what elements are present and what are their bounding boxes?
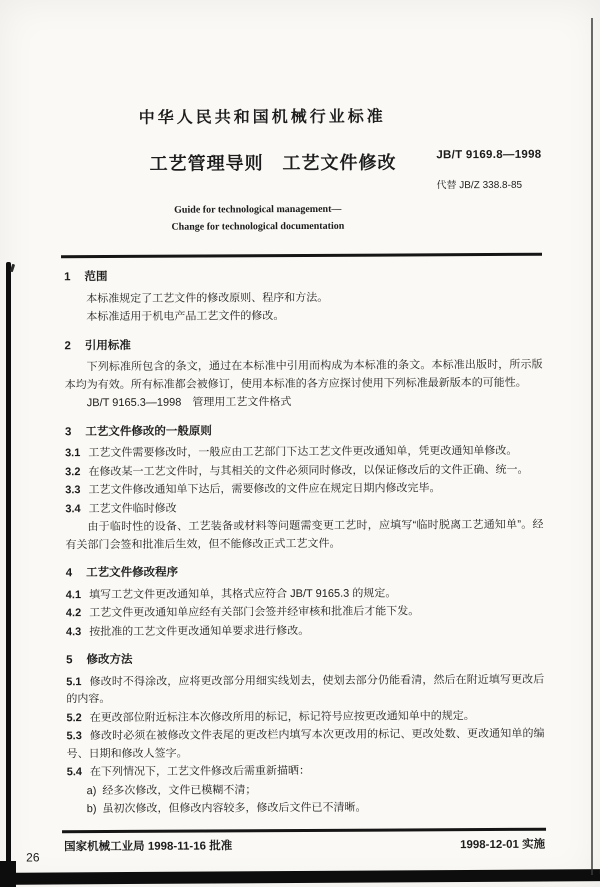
clause-number: 5.3 — [66, 730, 82, 743]
document-title: 工艺管理导则 工艺文件修改 — [149, 152, 397, 174]
clause-text: 由于临时性的设备、工艺装备或材料等问题需变更工艺时，应填写“临时脱离工艺通知单”。经有关部门会签和批准后生效，但不能修改正式工艺文件。 — [65, 518, 544, 551]
footer-row — [64, 836, 545, 855]
clause-text: 填写工艺文件更改通知单，其格式应符合 JB/T 9165.3 的规定。 — [89, 586, 397, 601]
clause-text: 虽初次修改，但修改内容较多，修改后文件已不清晰。 — [102, 801, 367, 816]
section-number: 2 — [64, 339, 71, 352]
section — [64, 267, 542, 327]
section-heading — [66, 650, 544, 670]
scan-edge-left — [6, 262, 11, 884]
list-item — [87, 780, 545, 800]
replaces-note: 代替 JB/Z 338.8-85 — [436, 179, 523, 192]
clause — [66, 603, 544, 623]
standard-org-line: 中华人民共和国机械行业标准 — [138, 108, 386, 127]
clause-text: 在更改部位附近标注本次修改所用的标记，标记符号应按更改通知单中的规定。 — [89, 709, 475, 724]
footer-rule — [62, 828, 546, 834]
section — [64, 335, 542, 413]
clause-number: 5.4 — [66, 766, 83, 779]
section-number: 4 — [65, 567, 73, 580]
implementation-note: 1998-12-01 实施 — [460, 838, 546, 852]
clause — [65, 480, 543, 500]
clause-number: 3.1 — [65, 447, 81, 460]
section-number: 3 — [64, 425, 72, 438]
clause-text: 工艺文件修改通知单下达后，需要修改的文件应在规定日期内修改完毕。 — [88, 482, 441, 497]
clause — [65, 443, 543, 463]
clause-text: 本标准适用于机电产品工艺文件的修改。 — [86, 310, 285, 324]
page-number: 26 — [26, 850, 40, 865]
section-title: 范围 — [84, 271, 108, 284]
list-item — [87, 799, 545, 819]
section-heading — [64, 335, 542, 355]
clause-number: a) — [86, 784, 97, 797]
section-title: 工艺文件修改程序 — [86, 566, 179, 580]
clause — [66, 671, 544, 709]
scan-edge-right — [591, 18, 593, 875]
clause-text: 本标准规定了工艺文件的修改原则、程序和方法。 — [86, 291, 329, 305]
paragraph — [65, 357, 543, 395]
clause — [65, 461, 543, 481]
clause-text: 工艺文件临时修改 — [88, 502, 177, 515]
clause-text: 下列标准所包含的条文，通过在本标准中引用而构成为本标准的条文。本标准出版时，所示版本均为有效。所有标准都会被修订，使用本标准的各方应探讨使用下列标准最新版本的可能性。 — [64, 358, 543, 391]
section-title: 工艺文件修改的一般原则 — [85, 424, 212, 438]
clause-text: 修改时必须在被修改文件表尾的更改栏内填写本次更改用的标记、更改处数、更改通知单的编号、日期和修改人签字。 — [66, 727, 545, 760]
clause — [66, 621, 544, 641]
clause — [67, 762, 545, 782]
document-header — [0, 0, 599, 237]
clause-number: 4.1 — [65, 588, 82, 601]
section-number: 1 — [64, 271, 71, 284]
clause — [66, 726, 544, 764]
clause-number: 3.4 — [65, 502, 81, 515]
clause — [66, 584, 544, 604]
clause-text: 修改时不得涂改，应将更改部分用细实线划去，使划去部分仍能看清，然后在附近填写更改后的内容。 — [66, 673, 545, 706]
clause-text: JB/T 9165.3—1998 管理用工艺文件格式 — [86, 396, 292, 410]
title-row — [63, 148, 541, 194]
approval-note: 国家机械工业局 1998-11-16 批准 — [64, 840, 233, 854]
english-title-line2: Change for technological documentation — [171, 220, 345, 233]
clause — [66, 707, 544, 727]
paragraph — [65, 517, 543, 555]
section-title: 修改方法 — [86, 653, 133, 667]
clause-number: b) — [86, 803, 97, 816]
clause-text: 经多次修改，文件已模糊不清； — [102, 783, 257, 797]
english-title-line1: Guide for technological management— — [174, 203, 342, 216]
clause-number: 3.2 — [65, 465, 81, 478]
paragraph — [65, 393, 543, 413]
section-heading — [64, 267, 542, 287]
document-body — [64, 267, 545, 819]
clause-number: 4.2 — [65, 607, 82, 620]
section-heading — [65, 421, 543, 441]
paragraph — [64, 288, 542, 308]
clause-text: 在下列情况下，工艺文件修改后需重新描晒： — [89, 764, 311, 779]
section-number: 5 — [66, 654, 73, 667]
clause — [65, 498, 543, 518]
section — [65, 421, 544, 554]
standard-number: JB/T 9169.8—1998 — [436, 148, 542, 162]
standard-number-block — [436, 148, 541, 192]
clause-text: 工艺文件需要修改时，一般应由工艺部门下达工艺文件更改通知单，凭更改通知单修改。 — [88, 444, 518, 460]
section-heading — [66, 563, 544, 583]
scan-corner-bottom-left — [0, 861, 16, 887]
paragraph — [64, 307, 542, 327]
section-title: 引用标准 — [84, 339, 131, 352]
clause-number: 3.3 — [65, 484, 81, 497]
clause-text: 按批准的工艺文件更改通知单要求进行修改。 — [89, 624, 310, 638]
clause-text: 在修改某一工艺文件时，与其相关的文件必须同时修改，以保证修改后的文件正确、统一。 — [88, 463, 529, 478]
section — [66, 563, 544, 642]
clause-number: 5.1 — [66, 675, 82, 688]
clause-text: 工艺文件更改通知单应经有关部门会签并经审核和批准后才能下发。 — [89, 605, 420, 620]
clause-number: 4.3 — [65, 625, 82, 638]
section — [66, 650, 545, 819]
clause-number: 5.2 — [66, 711, 82, 724]
header-rule — [61, 253, 542, 259]
